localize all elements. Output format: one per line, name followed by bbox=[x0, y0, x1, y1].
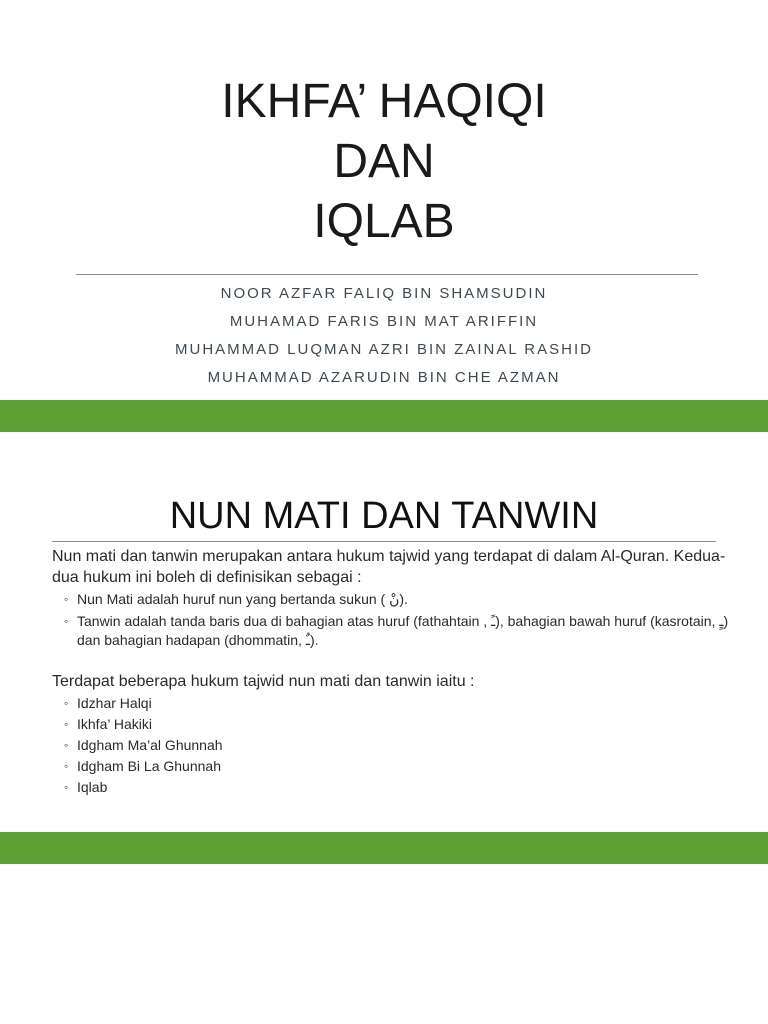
kasrotain-glyph: ـٍ bbox=[719, 614, 724, 630]
definition-tanwin: ◦ Tanwin adalah tanda baris dua di bahagian atas huruf (fathahtain , ـً), bahagian bawah huruf (kasrotain, ـٍ) dan bahagian hadapan (dhommatin, ـٌ). bbox=[64, 613, 729, 649]
list-intro: Terdapat beberapa hukum tajwid nun mati dan tanwin iaitu : bbox=[52, 673, 475, 690]
author-name: MUHAMMAD LUQMAN AZRI BIN ZAINAL RASHID bbox=[175, 341, 593, 358]
open-circle-bullet-icon: ◦ bbox=[64, 759, 69, 773]
dhommatin-glyph: ـٌ bbox=[305, 633, 310, 649]
content-slide bbox=[0, 432, 768, 832]
slide-body bbox=[52, 546, 732, 799]
list-item: ◦ Iqlab bbox=[64, 779, 108, 795]
open-circle-bullet-icon: ◦ bbox=[64, 780, 69, 794]
open-circle-bullet-icon: ◦ bbox=[64, 592, 69, 606]
title-line-3: IQLAB bbox=[313, 195, 455, 248]
title-slide bbox=[0, 0, 768, 400]
author-name: MUHAMMAD AZARUDIN BIN CHE AZMAN bbox=[207, 369, 561, 386]
nun-sukun-glyph: نْ bbox=[389, 592, 400, 608]
open-circle-bullet-icon: ◦ bbox=[64, 614, 69, 628]
title-line-2: DAN bbox=[333, 135, 435, 188]
list-item: ◦ Ikhfa’ Hakiki bbox=[64, 716, 152, 732]
open-circle-bullet-icon: ◦ bbox=[64, 696, 69, 710]
list-item: ◦ Idgham Ma’al Ghunnah bbox=[64, 737, 223, 753]
section-divider bbox=[52, 541, 716, 542]
fathahtain-glyph: ـً bbox=[491, 614, 496, 630]
slide-title bbox=[0, 72, 768, 252]
list-item: ◦ Idzhar Halqi bbox=[64, 695, 152, 711]
open-circle-bullet-icon: ◦ bbox=[64, 738, 69, 752]
author-list bbox=[0, 280, 768, 392]
author-name: NOOR AZFAR FALIQ BIN SHAMSUDIN bbox=[220, 285, 548, 302]
list-item: ◦ Idgham Bi La Ghunnah bbox=[64, 758, 221, 774]
accent-band-top bbox=[0, 400, 768, 432]
intro-paragraph: Nun mati dan tanwin merupakan antara hukum tajwid yang terdapat di dalam Al-Quran. Kedua-dua hukum ini boleh di definisikan sebagai : bbox=[52, 548, 726, 586]
title-line-1: IKHFA’ HAQIQI bbox=[221, 75, 547, 128]
open-circle-bullet-icon: ◦ bbox=[64, 717, 69, 731]
definition-list bbox=[52, 590, 732, 650]
rule-list bbox=[52, 694, 732, 796]
title-divider bbox=[76, 274, 698, 275]
definition-nun-mati: ◦ Nun Mati adalah huruf nun yang bertanda sukun ( نْ). bbox=[64, 591, 408, 608]
section-title: NUN MATI DAN TANWIN bbox=[169, 495, 599, 537]
accent-band-bottom bbox=[0, 832, 768, 864]
spacer bbox=[52, 653, 732, 671]
author-name: MUHAMAD FARIS BIN MAT ARIFFIN bbox=[229, 313, 539, 330]
